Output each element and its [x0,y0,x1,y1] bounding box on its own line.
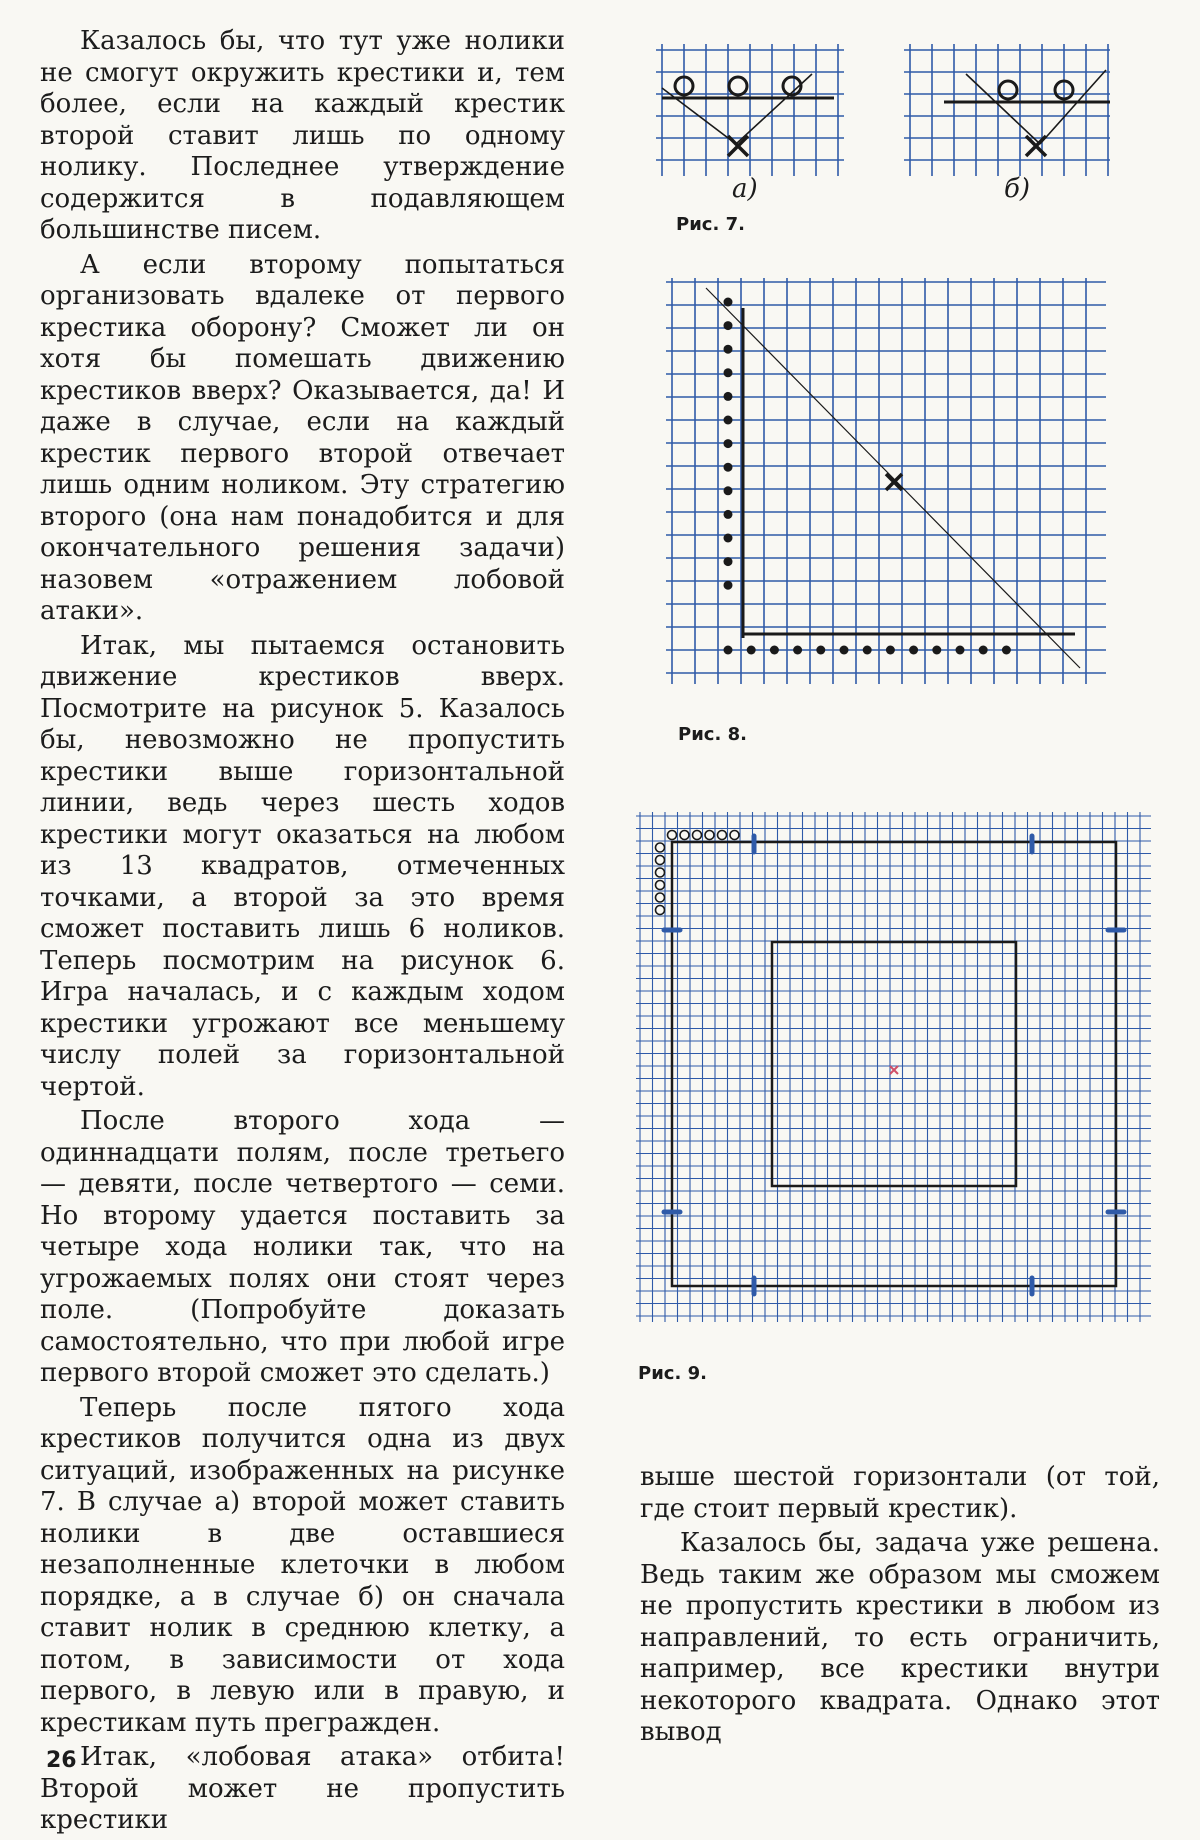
dot-mark [724,463,733,472]
dot-mark [863,646,872,655]
dot-mark [1002,646,1011,655]
figure-9 [636,812,1151,1322]
dot-mark [747,646,756,655]
figure-7b [900,40,1110,180]
dot-mark [724,646,733,655]
page-number: 26 [46,1748,77,1773]
nought-mark [718,831,727,840]
dot-mark [724,581,733,590]
paragraph: Итак, мы пытаемся остановить движение крестиков вверх. Посмотрите на рисунок 5. Казалось бы, невозможно не пропустить крестики выше горизонтальной линии, ведь через шесть ходов крестики могут оказаться на любом из 13 квадратов, отмеченных точками, а второй за это время сможет поставить лишь 6 ноликов. Теперь посмотрим на рисунок 6. Игра началась, и с каждым ходом крестики угрожают все меньшему числу полей за горизонтальной чертой. [40,630,565,1102]
nought-mark [656,906,665,915]
dot-mark [724,416,733,425]
figure-9-caption: Рис. 9. [638,1363,707,1384]
dot-mark [886,646,895,655]
paragraph: Казалось бы, что тут уже нолики не смогут окружить крестики и, тем более, если на каждый крестик второй ставит лишь по одному нолику. Последнее утверждение содержится в подавляющем большинстве писем. [40,26,565,245]
cross-mark [886,474,902,490]
dot-mark [932,646,941,655]
dot-mark [724,368,733,377]
paragraph: А если второму попытаться организовать вдалеке от первого крестика оборону? Сможет ли он хотя бы помешать движению крестиков вверх? Оказывается, да! И даже в случае, если на каждый крестик первого второй отвечает лишь одним ноликом. Эту стратегию второго (она нам понадобится и для окончательного решения задачи) назовем «отражением лобовой атаки». [40,249,565,626]
figure-8-caption: Рис. 8. [678,724,747,745]
nought-mark [656,856,665,865]
nought-mark [656,881,665,890]
nought-mark [656,868,665,877]
dot-mark [724,392,733,401]
nought-mark [730,831,739,840]
figure-8 [660,278,1110,698]
nought-mark [729,77,747,95]
dot-mark [724,345,733,354]
figure-7a [654,40,844,180]
nought-mark [656,843,665,852]
nought-mark [693,831,702,840]
cross-mark [1026,136,1046,156]
right-column [640,1462,1160,1752]
dot-mark [724,486,733,495]
dot-mark [793,646,802,655]
paragraph: Итак, «лобовая атака» отбита! Второй может не пропустить крестики [40,1742,565,1835]
dot-mark [724,321,733,330]
nought-mark [999,81,1017,99]
cross-mark [728,136,748,156]
left-column [40,26,565,1840]
dot-mark [979,646,988,655]
dot-mark [770,646,779,655]
dot-mark [724,439,733,448]
nought-mark [705,831,714,840]
paragraph: Казалось бы, задача уже решена. Ведь таким же образом мы сможем не пропустить крестики в любом из направлений, то есть ограничить, например, все крестики внутри некоторого квадрата. Однако этот вывод [640,1528,1160,1747]
nought-mark [680,831,689,840]
paragraph: Теперь после пятого хода крестиков получится одна из двух ситуаций, изображенных на рисунке 7. В случае а) второй может ставить нолики в две оставшиеся незаполненные клеточки в любом порядке, а в случае б) он сначала ставит нолик в среднюю клетку, а потом, в зависимости от хода первого, в левую или в правую, и крестикам путь прегражден. [40,1392,565,1738]
dot-mark [956,646,965,655]
dot-mark [724,298,733,307]
nought-mark [656,893,665,902]
dot-mark [909,646,918,655]
dot-mark [840,646,849,655]
dot-mark [816,646,825,655]
dot-mark [724,557,733,566]
figure-7-caption: Рис. 7. [676,214,745,235]
red-cross-mark [890,1066,898,1074]
dot-mark [724,510,733,519]
figure-7b-label: б) [1004,174,1031,204]
figure-7a-label: а) [732,174,758,204]
paragraph: После второго хода — одиннадцати полям, после третьего — девяти, после четвертого — семи. Но второму удается поставить за четыре хода нолики так, что на угрожаемых полях они стоят через поле. (Попробуйте доказать самостоятельно, что при любой игре первого второй сможет это сделать.) [40,1106,565,1388]
paragraph-continuation: выше шестой горизонтали (от той, где стоит первый крестик). [640,1462,1160,1524]
dot-mark [724,534,733,543]
nought-mark [668,831,677,840]
